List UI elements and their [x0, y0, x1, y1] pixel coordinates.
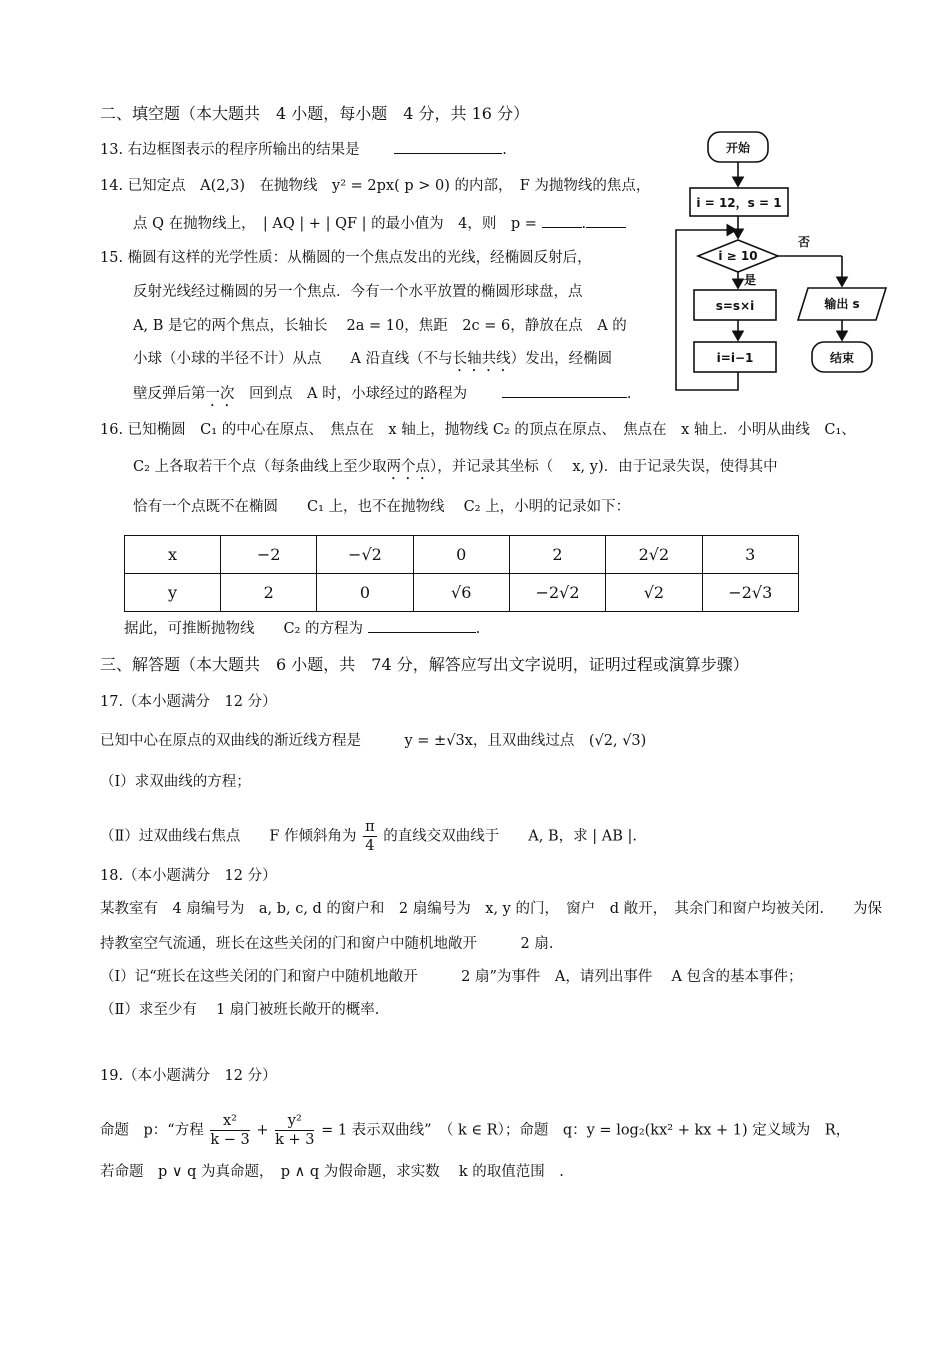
- q15-line5-emphasis: 一次: [205, 386, 235, 402]
- fraction-numerator: π: [365, 819, 375, 835]
- q15-line1: 椭圆有这样的光学性质：从椭圆的一个焦点发出的光线，经椭圆反射后，: [127, 250, 592, 266]
- table-row: [125, 536, 799, 574]
- q18-line1: 某教室有 4 扇编号为 a, b, c, d 的窗户和 2 扇编号为 x, y 的门， 窗户 d 敞开， 其余门和窗户均被关闭. 为保: [100, 901, 882, 917]
- pi-over-4-fraction: [363, 818, 377, 855]
- flow-output-label: 输出 s: [824, 297, 860, 311]
- q18-line3: （Ⅰ）记“班长在这些关闭的门和窗户中随机地敞开 2 扇”为事件 A，请列出事件 A 包含的基本事件；: [100, 969, 803, 985]
- q14-number: 14.: [100, 178, 124, 194]
- table-cell: 2: [221, 574, 317, 612]
- q16-after: [124, 618, 480, 639]
- q15-line5a: 壁反弹后第: [133, 386, 206, 402]
- table-cell: y: [125, 574, 221, 612]
- q16-line2-emphasis: 两个点: [386, 459, 431, 475]
- q17-part2b: 的直线交双曲线于 A, B，求 | AB |.: [383, 828, 637, 845]
- q14-line1: 已知定点 A(2,3) 在抛物线 y² = 2px( p > 0) 的内部， F 为抛物线的焦点，: [127, 178, 651, 194]
- q16-number: 16.: [100, 422, 124, 438]
- table-cell: 0: [413, 536, 509, 574]
- table-cell: √2: [606, 574, 702, 612]
- q15-line4: [133, 349, 612, 375]
- q15-line4c: ）发出，经椭圆: [510, 351, 613, 367]
- fraction-numerator: x²: [210, 1112, 249, 1131]
- q13-answer-blank[interactable]: [394, 139, 502, 154]
- table-row: [125, 574, 799, 612]
- fraction-denominator: 4: [365, 838, 375, 854]
- q15-number: 15.: [100, 250, 124, 266]
- table-cell: 2: [509, 536, 605, 574]
- fraction-denominator: k + 3: [275, 1132, 315, 1148]
- table-cell: 2√2: [606, 536, 702, 574]
- q16-line2c: ），并记录其坐标（ x, y)．由于记录失误，使得其中: [430, 459, 778, 475]
- flow-init-label: i = 12，s = 1: [696, 196, 782, 210]
- q15-answer-blank[interactable]: [502, 383, 627, 398]
- q13-text: 右边框图表示的程序所输出的结果是: [127, 142, 360, 158]
- y-squared-fraction: [275, 1112, 314, 1149]
- q17-part1: （Ⅰ）求双曲线的方程；: [100, 774, 251, 790]
- q14-line2: 点 Q 在抛物线上， | AQ | + | QF | 的最小值为 4，则 p =: [133, 216, 537, 232]
- q17-part2a: （Ⅱ）过双曲线右焦点 F 作倾斜角为: [100, 828, 357, 845]
- fraction-denominator: k − 3: [210, 1132, 250, 1148]
- q17-header: 17.（本小题满分 12 分）: [100, 694, 277, 710]
- q14-line2-wrap: [133, 213, 626, 234]
- q19-line1b: = 1 表示双曲线” （ k ∈ R）；命题 q：y = log₂(kx² + kx + 1) 定义域为 R，: [321, 1122, 851, 1139]
- q16-record-table: [124, 535, 799, 612]
- flow-end-label: 结束: [829, 351, 855, 365]
- table-cell: −2: [221, 536, 317, 574]
- table-cell: x: [125, 536, 221, 574]
- plus-sign: +: [256, 1122, 269, 1139]
- section-3-title: 三、解答题（本大题共 6 小题，共 74 分，解答应写出文字说明，证明过程或演算步骤）: [100, 655, 749, 674]
- q19-line1a: 命题 p：“方程: [100, 1122, 204, 1139]
- q16-answer-blank[interactable]: [368, 618, 476, 633]
- q16-line1: 已知椭圆 C₁ 的中心在原点、 焦点在 x 轴上，抛物线 C₂ 的顶点在原点、 焦点在 x 轴上．小明从曲线 C₁、: [127, 422, 856, 438]
- q18-header: 18.（本小题满分 12 分）: [100, 868, 277, 884]
- table-cell: −√2: [317, 536, 413, 574]
- q15-line2: 反射光线经过椭圆的另一个焦点．今有一个水平放置的椭圆形球盘，点: [133, 284, 583, 300]
- flow-condition-label: i ≥ 10: [718, 249, 758, 263]
- q15-line4-emphasis: 长轴共线: [452, 351, 511, 367]
- q15-line5: [133, 383, 631, 410]
- flow-start-label: 开始: [725, 141, 751, 155]
- q16-line2: [133, 457, 778, 483]
- question-13: [100, 139, 507, 160]
- table-cell: √6: [413, 574, 509, 612]
- q15-line5c: 回到点 A 时，小球经过的路程为: [234, 386, 468, 402]
- q16-tail: .: [475, 621, 481, 637]
- flow-multiply-label: s=s×i: [715, 299, 755, 313]
- q18-line2: 持教室空气流通，班长在这些关闭的门和窗户中随机地敞开 2 扇.: [100, 936, 554, 952]
- q16-after-text: 据此，可推断抛物线 C₂ 的方程为: [124, 621, 364, 637]
- q13-number: 13.: [100, 142, 124, 158]
- x-squared-fraction: [210, 1112, 249, 1149]
- flow-decrement-label: i=i−1: [716, 351, 754, 365]
- question-14: [100, 176, 650, 196]
- q14-answer-blank-b[interactable]: [586, 213, 626, 228]
- q14-answer-blank-a[interactable]: [542, 213, 582, 228]
- flowchart: [668, 128, 898, 398]
- flow-yes-label: 是: [743, 273, 757, 287]
- question-16: [100, 420, 856, 440]
- section-2-title: 二、填空题（本大题共 4 小题，每小题 4 分，共 16 分）: [100, 104, 530, 123]
- q14-tail: .: [581, 216, 587, 232]
- q15-line4a: 小球（小球的半径不计）从点 A 沿直线（不与: [133, 351, 453, 367]
- q19-line2: 若命题 p ∨ q 为真命题， p ∧ q 为假命题，求实数 k 的取值范围 .: [100, 1164, 564, 1180]
- q17-stem: 已知中心在原点的双曲线的渐近线方程是 y = ±√3x，且双曲线过点 (√2, √3): [100, 733, 647, 749]
- q19-header: 19.（本小题满分 12 分）: [100, 1068, 277, 1084]
- table-cell: −2√2: [509, 574, 605, 612]
- q15-line3: A, B 是它的两个焦点，长轴长 2a = 10，焦距 2c = 6，静放在点 A 的: [133, 318, 627, 334]
- q19-line1: [100, 1112, 850, 1149]
- table-cell: −2√3: [702, 574, 798, 612]
- flow-no-label: 否: [797, 235, 811, 249]
- q18-line4: （Ⅱ）求至少有 1 扇门被班长敞开的概率.: [100, 1002, 380, 1018]
- q13-tail: .: [502, 142, 507, 158]
- q16-line2a: C₂ 上各取若干个点（每条曲线上至少取: [133, 459, 387, 475]
- q17-part2: [100, 818, 637, 855]
- question-15: [100, 248, 592, 268]
- q15-tail: .: [626, 386, 632, 402]
- table-cell: 0: [317, 574, 413, 612]
- table-cell: 3: [702, 536, 798, 574]
- fraction-numerator: y²: [275, 1112, 314, 1131]
- q16-line3: 恰有一个点既不在椭圆 C₁ 上，也不在抛物线 C₂ 上，小明的记录如下：: [133, 499, 631, 515]
